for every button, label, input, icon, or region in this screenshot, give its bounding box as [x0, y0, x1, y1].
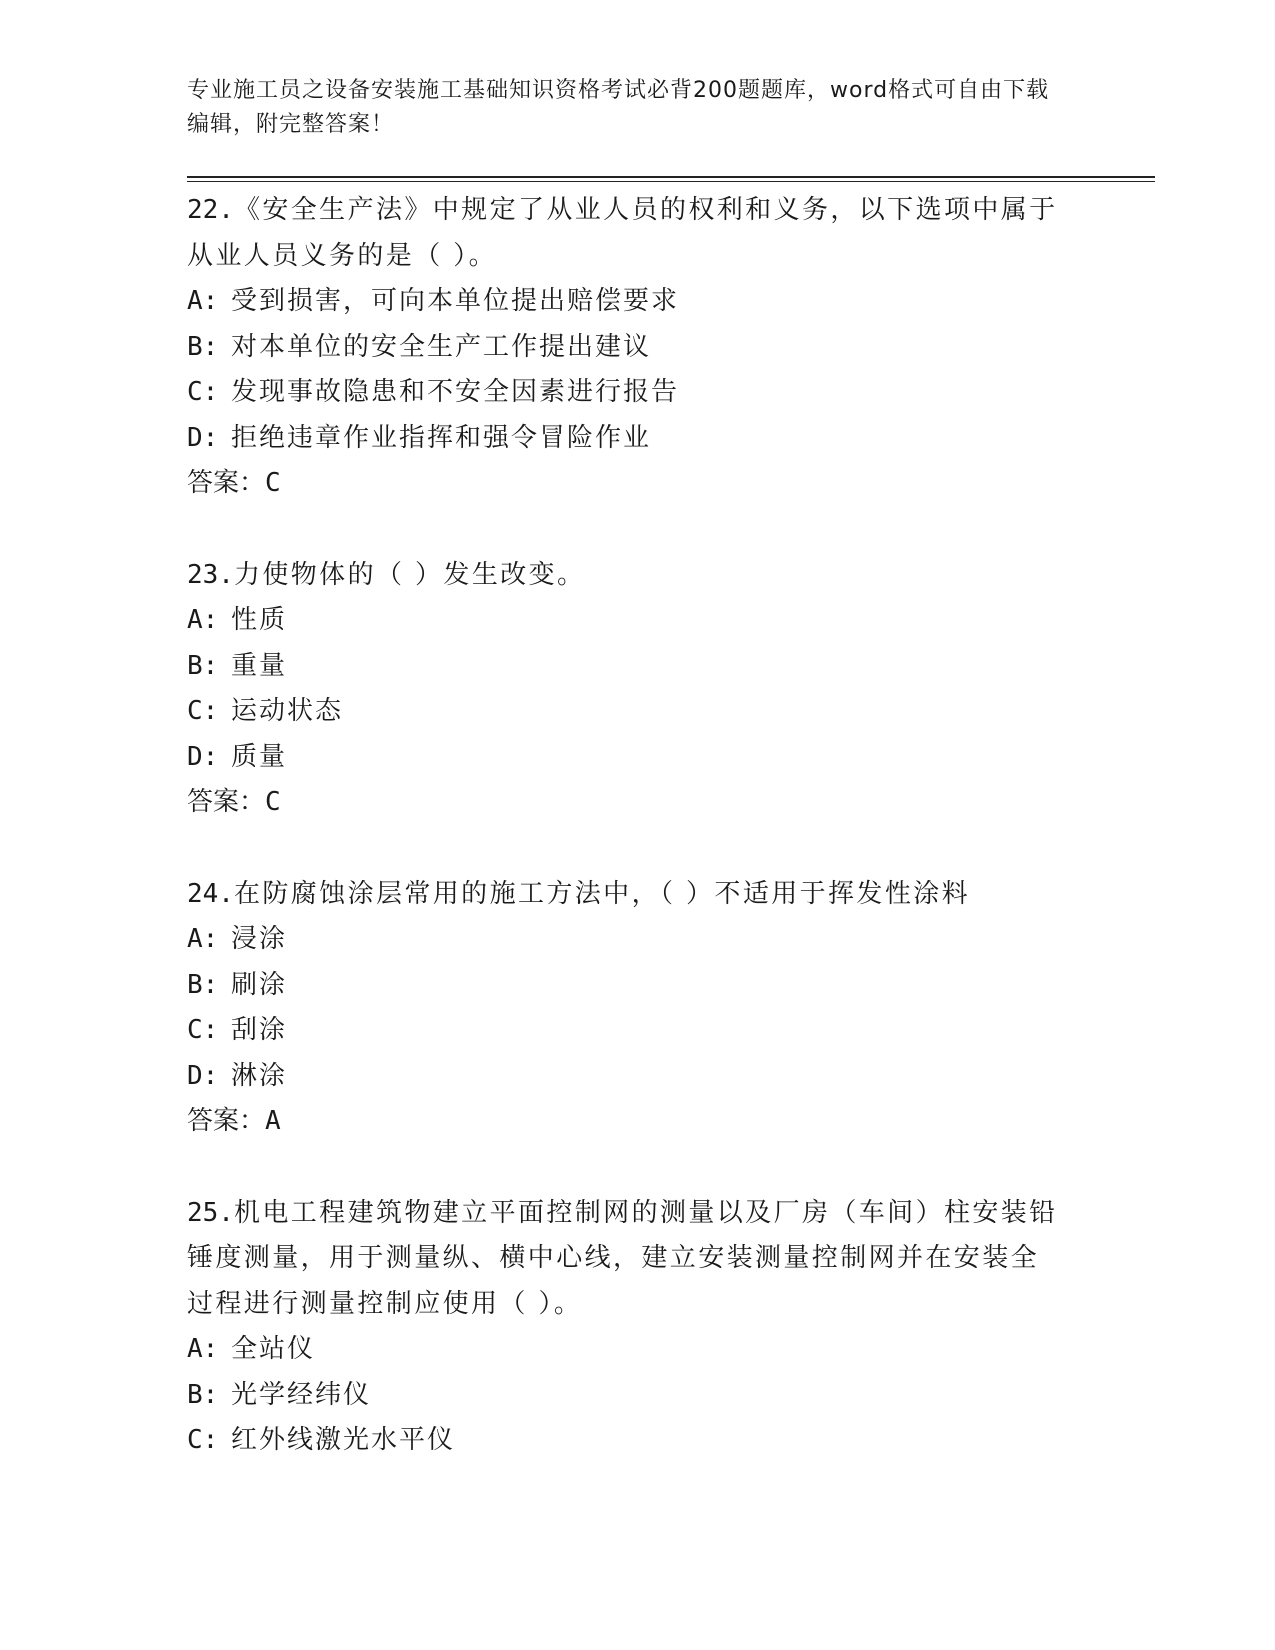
option-c: [187, 1008, 1087, 1054]
option-text: 全站仪: [231, 1334, 316, 1364]
option-a: [187, 598, 1087, 644]
option-text: 刷涂: [231, 969, 288, 1000]
option-d: [187, 735, 1087, 781]
option-a: [187, 279, 1087, 325]
question-text: [187, 872, 1067, 918]
document-intro: 专业施工员之设备安装施工基础知识资格考试必背200题题库，word格式可自由下载编辑，附完整答案！: [187, 78, 1050, 137]
option-text: 受到损害，可向本单位提出赔偿要求: [231, 286, 680, 316]
question-text: [187, 553, 1067, 599]
option-key: A:: [187, 605, 219, 635]
question-stem: 力使物体的（ ）发生改变。: [233, 559, 586, 590]
header-divider-thin: [187, 181, 1155, 182]
option-c: [187, 689, 1087, 735]
option-d: [187, 416, 1087, 462]
answer-label: 答案：: [187, 1106, 266, 1136]
question-number: 24.: [187, 878, 234, 909]
answer-line: [187, 780, 1087, 826]
answer-value: C: [265, 787, 281, 817]
question-stem: 在防腐蚀涂层常用的施工方法中，（ ）不适用于挥发性涂料: [233, 878, 971, 909]
question-stem: 机电工程建筑物建立平面控制网的测量以及厂房（车间）柱安装铅锤度测量，用于测量纵、横中心线，建立安装测量控制网并在安装全过程进行测量控制应使用（ ）。: [187, 1197, 1058, 1319]
question-23: [187, 553, 1087, 826]
option-text: 光学经纬仪: [231, 1379, 372, 1410]
option-key: C:: [187, 1015, 219, 1045]
option-b: [187, 963, 1087, 1009]
question-24: [187, 872, 1087, 1145]
header-divider-thick: [187, 176, 1155, 178]
option-key: B:: [187, 650, 219, 681]
option-key: B:: [187, 969, 219, 1000]
option-text: 浸涂: [231, 924, 288, 954]
option-text: 红外线激光水平仪: [231, 1425, 456, 1455]
option-key: B:: [187, 1379, 219, 1410]
option-key: C:: [187, 1425, 219, 1455]
option-text: 质量: [231, 741, 288, 772]
option-key: D:: [187, 741, 219, 772]
option-key: A:: [187, 1334, 219, 1364]
option-text: 对本单位的安全生产工作提出建议: [231, 331, 652, 362]
option-text: 运动状态: [231, 696, 344, 726]
option-b: [187, 325, 1087, 371]
option-c: [187, 370, 1087, 416]
option-key: C:: [187, 377, 219, 407]
option-a: [187, 917, 1087, 963]
option-key: A:: [187, 286, 219, 316]
answer-value: C: [265, 468, 281, 498]
question-stem: 《安全生产法》中规定了从业人员的权利和义务，以下选项中属于从业人员义务的是（ ）。: [187, 195, 1058, 271]
question-text: [187, 188, 1067, 279]
question-number: 22.: [187, 195, 234, 225]
question-22: [187, 188, 1087, 507]
option-text: 重量: [231, 650, 288, 681]
option-text: 发现事故隐患和不安全因素进行报告: [231, 377, 680, 407]
question-number: 25.: [187, 1197, 234, 1228]
option-key: C:: [187, 696, 219, 726]
option-b: [187, 644, 1087, 690]
option-c: [187, 1418, 1087, 1464]
answer-label: 答案：: [187, 468, 266, 498]
answer-value: A: [265, 1106, 281, 1136]
answer-line: [187, 1099, 1087, 1145]
question-text: [187, 1191, 1067, 1328]
option-key: D:: [187, 1060, 219, 1091]
option-text: 性质: [231, 605, 288, 635]
option-d: [187, 1054, 1087, 1100]
option-key: D:: [187, 422, 219, 453]
option-text: 淋涂: [231, 1060, 288, 1091]
question-number: 23.: [187, 559, 234, 590]
answer-line: [187, 461, 1087, 507]
question-list: [187, 188, 1087, 1510]
option-text: 拒绝违章作业指挥和强令冒险作业: [231, 422, 652, 453]
option-key: B:: [187, 331, 219, 362]
question-25: [187, 1191, 1087, 1464]
option-text: 刮涂: [231, 1015, 288, 1045]
option-b: [187, 1373, 1087, 1419]
option-key: A:: [187, 924, 219, 954]
answer-label: 答案：: [187, 787, 266, 817]
option-a: [187, 1327, 1087, 1373]
